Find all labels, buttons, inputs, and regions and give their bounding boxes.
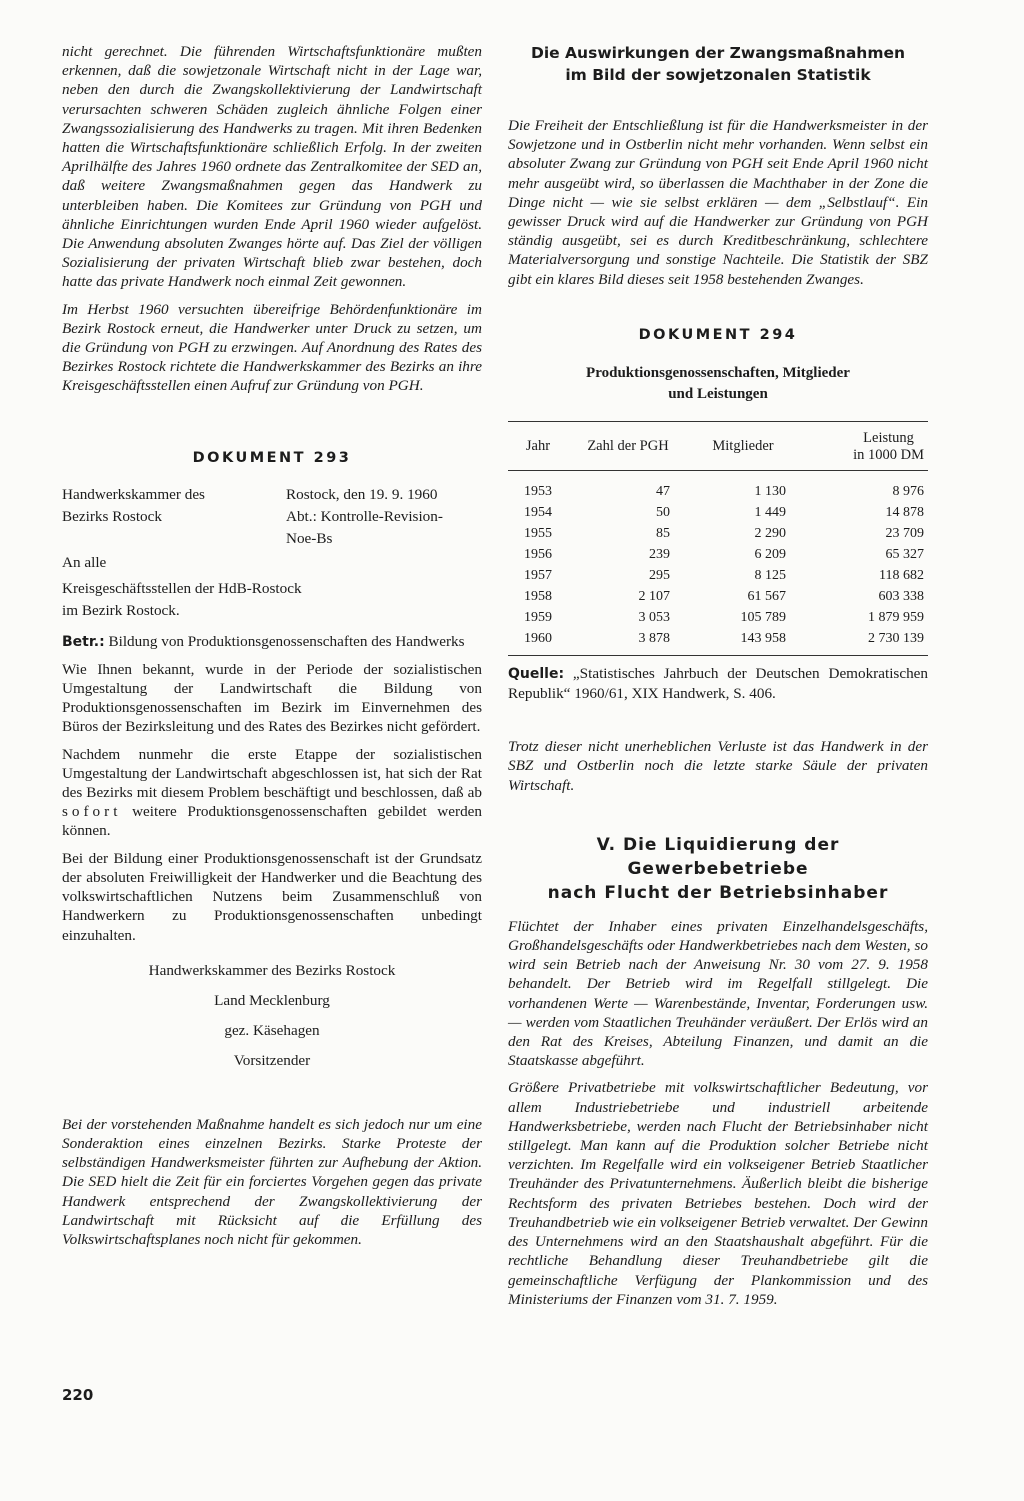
table-cell: 143 958 — [740, 630, 786, 646]
table-row — [508, 565, 928, 586]
emphasized-word: sofort — [62, 803, 122, 821]
table-cell: 8 125 — [754, 567, 786, 583]
sender-line: Handwerkskammer des — [62, 485, 205, 503]
table-cell: 1955 — [524, 525, 552, 541]
table-row — [508, 544, 928, 565]
signature-line: Vorsitzender — [233, 1051, 311, 1069]
table-cell: 61 567 — [747, 588, 786, 604]
table-cell: 1953 — [524, 483, 552, 499]
table-cell: 65 327 — [885, 546, 924, 562]
department-line: Noe-Bs — [286, 529, 333, 547]
table-row — [508, 523, 928, 544]
section-v-heading-line: V. Die Liquidierung der Gewerbebetriebe — [596, 834, 840, 879]
subject-line — [62, 632, 482, 652]
table-cell: 1956 — [524, 546, 552, 562]
freedom-paragraph: Die Freiheit der Entschließlung ist für die Handwerksmeister in der Sowjetzone und in Ostberlin nicht mehr vorhanden. Wenn selbst ein absoluter Zwang zur Gründung von PGH seit Ende April 1960 nicht mehr ausgeübt wird, so überlassen die Machthaber in der Zone die Dinge nicht — wie sie selbst erklären — dem „Selbstlauf“. Ein gewisser Druck wird auf die Handwerker zur Gründung von PGH ständig ausgeübt, sei es durch Kreditbeschränkung, schlechtere Materialversorgung und sonstige Nachteile. Die Statistik der SBZ gibt ein klares Bild dieses seit 1958 bestehenden Zwanges. — [508, 117, 928, 288]
date-line: Rostock, den 19. 9. 1960 — [286, 485, 438, 503]
signature-line: Land Mecklenburg — [214, 991, 330, 1009]
table-title — [508, 363, 928, 405]
section-heading — [508, 42, 928, 86]
table-cell: 1958 — [524, 588, 552, 604]
table-cell: 85 — [656, 525, 670, 541]
table-cell: 105 789 — [740, 609, 786, 625]
recipient-line: Kreisgeschäftsstellen der HdB-Rostock — [62, 579, 302, 597]
table-cell: 8 976 — [892, 483, 924, 499]
table-cell: 2 730 139 — [868, 630, 924, 646]
table-row — [508, 502, 928, 523]
table-cell: 50 — [656, 504, 670, 520]
table-cell: 1954 — [524, 504, 552, 520]
table-cell: 3 878 — [638, 630, 670, 646]
column-header-line: Leistung — [863, 429, 914, 446]
table-cell: 1 449 — [754, 504, 786, 520]
letter-body — [62, 745, 482, 841]
column-header-line: in 1000 DM — [853, 446, 924, 463]
statistics-table — [508, 421, 928, 649]
table-cell: 603 338 — [878, 588, 924, 604]
signature-line: gez. Käsehagen — [224, 1021, 320, 1039]
table-cell: 14 878 — [885, 504, 924, 520]
section-v-heading — [508, 833, 928, 905]
table-title-line: und Leistungen — [668, 385, 768, 402]
page-number: 220 — [62, 1386, 94, 1404]
table-cell: 1959 — [524, 609, 552, 625]
right-column — [508, 42, 928, 1317]
subject-label: Betr.: — [62, 633, 105, 650]
column-header: Jahr — [508, 421, 568, 470]
recipient-block — [62, 552, 482, 622]
department-line: Abt.: Kontrolle-Revision- — [286, 507, 443, 525]
liquidation-paragraph: Flüchtet der Inhaber eines privaten Einzelhandelsgeschäfts, Großhandelsgeschäfts oder Handwerkbetriebes nach dem Westen, so wird sein Betrieb nach der Anweisung Nr. 30 vom 27. 9. 1958 behandelt. Der Betrieb wird im Regelfall stillgelegt. Die vorhandenen Werte — Warenbestände, Inventar, Forderungen usw. — werden vom Staatlichen Treuhänder veräußert. Der Erlös wird an den Rat des Kreises, Abteilung Finanzen, und damit an die Staatskasse abgeführt. — [508, 917, 928, 1070]
section-heading-line: im Bild der sowjetzonalen Statistik — [565, 66, 871, 84]
table-cell: 23 709 — [885, 525, 924, 541]
document-293-heading: DOKUMENT 293 — [192, 449, 352, 466]
source-note — [508, 664, 928, 703]
closing-paragraph: Bei der vorstehenden Maßnahme handelt es sich jedoch nur um eine Sonderaktion eines einzelnen Bezirks. Starke Proteste der selbständigen Handwerksmeister führten zur Aufhebung der Aktion. Die SED hielt die Zeit für ein forciertes Vorgehen gegen das private Handwerk entsprechend der Zwangskollektivierung der Landwirtschaft mit Rücksicht auf die Erfüllung des Volkswirtschaftsplanes noch nicht für gekommen. — [62, 1115, 482, 1248]
table-cell: 3 053 — [638, 609, 670, 625]
table-cell: 2 107 — [638, 588, 670, 604]
column-header — [798, 421, 928, 470]
recipient-line: An alle — [62, 553, 107, 571]
section-heading-line: Die Auswirkungen der Zwangsmaßnahmen — [530, 44, 906, 62]
subject-text: Bildung von Produktionsgenossenschaften des Handwerks — [108, 632, 465, 650]
document-294-heading: DOKUMENT 294 — [638, 326, 798, 343]
left-column — [62, 42, 482, 1257]
sender-line: Bezirks Rostock — [62, 507, 162, 525]
column-header: Zahl der PGH — [568, 421, 688, 470]
section-v-heading-line: nach Flucht der Betriebsinhaber — [547, 882, 889, 903]
table-cell: 1 879 959 — [868, 609, 924, 625]
source-label: Quelle: — [508, 665, 565, 682]
table-cell: 6 209 — [754, 546, 786, 562]
table-cell: 47 — [656, 483, 670, 499]
letter-body-part: Nachdem nunmehr die erste Etappe der sozialistischen Umgestaltung der Landwirtschaft abgeschlossen ist, hat sich der Rat des Bezirks mit diesem Problem beschäftigt und beschlossen, daß ab — [62, 745, 482, 802]
table-title-line: Produktionsgenossenschaften, Mitglieder — [586, 364, 850, 381]
table-row — [508, 607, 928, 628]
rostock-paragraph: Im Herbst 1960 versuchten übereifrige Behördenfunktionäre im Bezirk Rostock erneut, die Handwerker unter Druck zu setzen, um die Gründung von PGH zu erzwingen. Auf Anordnung des Rates des Bezirkes Rostock richtete die Handwerkskammer des Bezirks an ihre Kreisgeschäftsstellen einen Aufruf zur Gründung von PGH. — [62, 300, 482, 395]
intro-paragraph: nicht gerechnet. Die führenden Wirtschaftsfunktionäre mußten erkennen, daß die sowjetzonale Wirtschaft nicht in der Lage war, neben den durch die Zwangskollektivierung der Landwirtschaft verursachten schweren Schäden zugleich ähnliche Folgen einer Zwangssozialisierung des Handwerks zu tragen. Mit ihren Bedenken hatten die Wirtschaftsfunktionäre schließlich Erfolg. In der zweiten Aprilhälfte des Jahres 1960 ordnete das Zentralkomitee der SED an, daß weitere Zwangsmaßnahmen gegen das Handwerk zu unterbleiben haben. Die Komitees zur Gründung von PGH und ähnliche Einrichtungen wurden Ende April 1960 wieder aufgelöst. Die Anwendung absoluten Zwanges hörte auf. Das Ziel der völligen Sozialisierung der privaten Wirtschaft blieb zwar bestehen, doch hatte das private Handwerk noch einmal Zeit gewonnen. — [62, 43, 482, 291]
losses-paragraph: Trotz dieser nicht unerheblichen Verluste ist das Handwerk in der SBZ und Ostberlin noch die letzte starke Säule der privaten Wirtschaft. — [508, 738, 928, 794]
table-cell: 1957 — [524, 567, 552, 583]
table-cell: 118 682 — [879, 567, 924, 583]
table-row — [508, 628, 928, 649]
column-header: Mitglieder — [688, 421, 798, 470]
table-row — [508, 586, 928, 607]
trustee-paragraph: Größere Privatbetriebe mit volkswirtschaftlicher Bedeutung, vor allem Industriebetriebe und industriell arbeitende Handwerksbetriebe, werden nach Flucht der Betriebsinhaber nicht stillgelegt. Man kann auf die Produktion solcher Betriebe nicht verzichten. Im Regelfalle wird ein volkseigener Betrieb Staatlicher Treuhänder des Privatunternehmens. Äußerlich bleibt die bisherige Rechtsform des privaten Betriebes bestehen. Doch wird der Treuhandbetrieb wie ein volkseigener Betrieb verwaltet. Der Gewinn des Unternehmens wird an den Staatshaushalt abgeführt. Für die rechtliche Behandlung dieser Treuhandbetriebe gilt die gemeinschaftliche Verfügung der Plankommission und des Ministeriums der Finanzen vom 31. 7. 1959. — [508, 1079, 928, 1308]
table-cell: 1 130 — [754, 483, 786, 499]
letter-body: Wie Ihnen bekannt, wurde in der Periode der sozialistischen Umgestaltung der Landwirtschaft die Bildung von Produktionsgenossenschaften im Bezirk im Einvernehmen des Büros der Bezirksleitung und des Rates des Bezirkes nicht gefördert. — [62, 660, 482, 736]
source-text: „Statistisches Jahrbuch der Deutschen Demokratischen Republik“ 1960/61, XIX Handwerk, S. 406. — [508, 664, 929, 703]
table-cell: 1960 — [524, 630, 552, 646]
table-cell: 2 290 — [754, 525, 786, 541]
letter-header — [62, 484, 482, 550]
recipient-line: im Bezirk Rostock. — [62, 601, 180, 619]
table-body — [508, 470, 928, 649]
signature-line: Handwerkskammer des Bezirks Rostock — [148, 961, 396, 979]
letter-body-part: weitere Produktionsgenossenschaften gebildet werden können. — [62, 803, 482, 840]
table-header-row — [508, 421, 928, 470]
table-cell: 239 — [649, 546, 670, 562]
table-row — [508, 481, 928, 502]
table-cell: 295 — [649, 567, 670, 583]
letter-body: Bei der Bildung einer Produktionsgenossenschaft ist der Grundsatz der absoluten Freiwilligkeit der Handwerker und die Beachtung des volkswirtschaftlichen Nutzens beim Zusammenschluß von Handwerkern zu Produktionsgenossenschaften unbedingt einzuhalten. — [62, 849, 482, 944]
